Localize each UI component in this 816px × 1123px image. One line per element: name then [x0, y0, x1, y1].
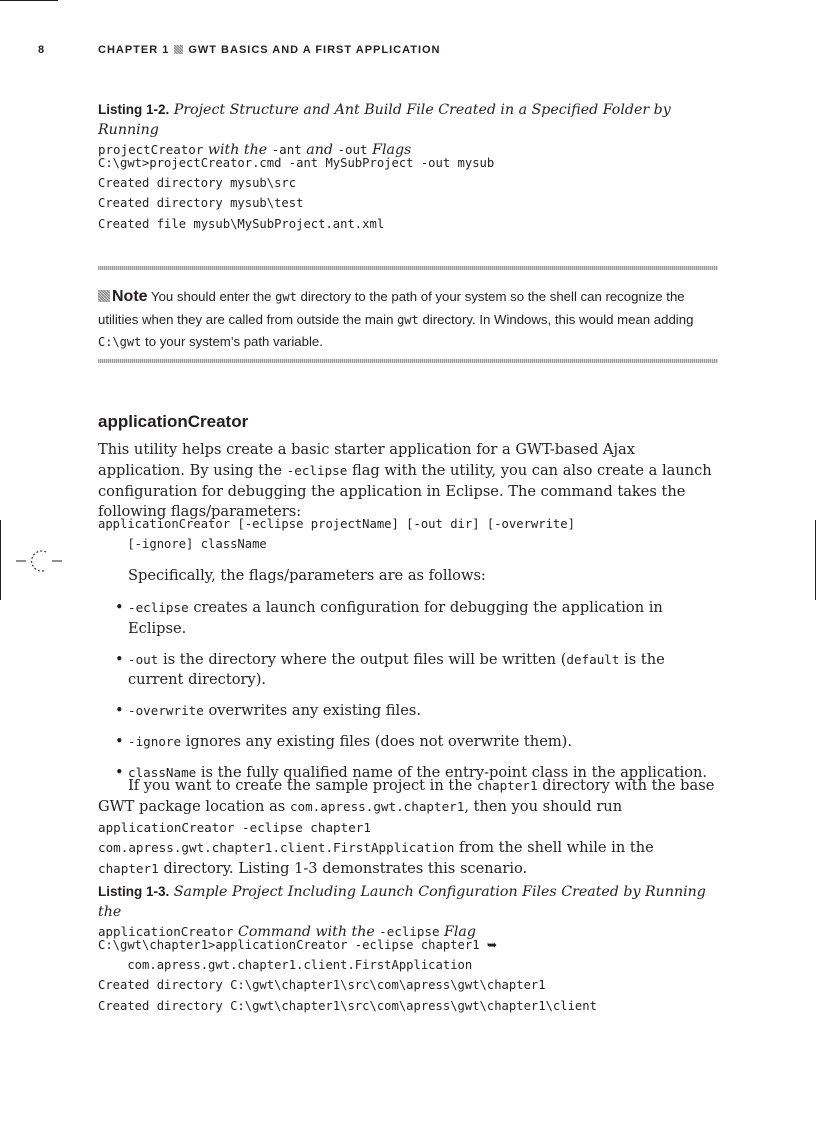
chapter-header [98, 44, 441, 56]
listing-label: Listing 1-2. [98, 102, 170, 117]
intro-paragraph: This utility helps create a basic starter application for a GWT-based Ajax application. By using the -eclipse flag with the utility, you can also create a launch configuration for debugging the application in Eclipse. The command takes the following flags/parameters: [98, 441, 712, 521]
registration-mark-icon [16, 548, 62, 574]
code-line: C:\gwt\chapter1>applicationCreator -eclipse chapter1 ➥ [98, 938, 498, 952]
list-item: • className is the fully qualified name of the entry-point class in the application. [115, 763, 715, 784]
note-square-icon [98, 290, 110, 302]
note-bottom-rule [98, 359, 718, 363]
list-item: • -ignore ignores any existing files (does not overwrite them). [115, 732, 715, 753]
chapter-label: CHAPTER 1 [98, 44, 170, 56]
section-heading: applicationCreator [98, 412, 249, 431]
code-line: Created file mysub\MySubProject.ant.xml [98, 216, 385, 231]
code-line: Created directory mysub\src [98, 176, 297, 191]
listing-1-2-caption: Listing 1-2. Project Structure and Ant Build File Created in a Specified Folder by Running projectCreator with the -ant and -out Flags [98, 102, 671, 158]
crop-mark-top [0, 0, 58, 1]
separator-square-icon [174, 45, 183, 54]
code-line: Created directory C:\gwt\chapter1\src\com\apress\gwt\chapter1 [98, 978, 546, 993]
listing-1-2-code [98, 153, 494, 234]
list-item: • -overwrite overwrites any existing files. [115, 701, 715, 722]
note-label: Note [112, 288, 148, 305]
code-line: Created directory mysub\test [98, 196, 304, 211]
listing-1-3-caption: Listing 1-3. Sample Project Including Launch Configuration Files Created by Running the applicationCreator Command with the -eclipse Flag [98, 884, 706, 940]
listing-label: Listing 1-3. [98, 884, 170, 899]
list-item: • -eclipse creates a launch configuration for debugging the application in Eclipse. [115, 598, 715, 640]
syntax-code [98, 514, 575, 554]
note-top-rule [98, 266, 718, 270]
list-item: • -out is the directory where the output files will be written (default is the current directory). [115, 650, 715, 692]
crop-mark-left [0, 520, 1, 600]
chapter-title: GWT BASICS AND A FIRST APPLICATION [188, 44, 441, 56]
scenario-paragraph: If you want to create the sample project in the chapter1 directory with the base GWT package location as com.apress.gwt.chapter1, then you should run applicationCreator -eclipse chapter1 com.apress.gwt.chapter1.client.FirstApplication from the shell while in the chapter1 directory. Listing 1-3 demonstrates this scenario. [98, 777, 715, 878]
continuation-arrow-icon: ➥ [486, 938, 498, 952]
page-number: 8 [38, 44, 45, 56]
code-line: C:\gwt>projectCreator.cmd -ant MySubProject -out mysub [98, 156, 495, 170]
code-line: applicationCreator [-eclipse projectName] [-out dir] [-overwrite] [98, 517, 575, 531]
specifically-text: Specifically, the flags/parameters are as follows: [128, 567, 486, 584]
note-box: Note You should enter the gwt directory to the path of your system so the shell can recognize the utilities when they are called from outside the main gwt directory. In Windows, this would mean adding C:\gwt to your system’s path variable. [98, 288, 694, 349]
listing-1-3-code [98, 935, 597, 1016]
code-line: Created directory C:\gwt\chapter1\src\com\apress\gwt\chapter1\client [98, 998, 597, 1013]
code-line: com.apress.gwt.chapter1.client.FirstApplication [98, 958, 473, 973]
flag-list [115, 598, 715, 784]
code-line: [-ignore] className [98, 537, 267, 552]
